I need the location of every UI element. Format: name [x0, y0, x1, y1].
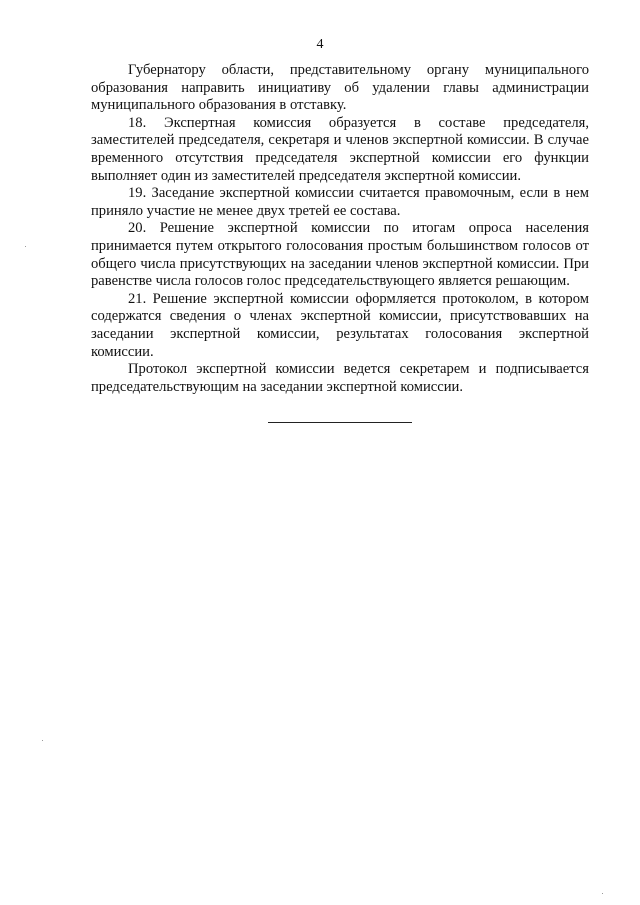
paragraph-item-21: 21. Решение экспертной комиссии оформляется протоколом, в котором содержатся сведения о членах экспертной комиссии, присутствовавших на заседании экспертной комиссии, результатах голосования экспертной комиссии. [91, 290, 589, 360]
scan-speck [602, 893, 603, 894]
page-number: 4 [316, 37, 324, 52]
scan-speck [25, 246, 26, 247]
paragraph-item-20: 20. Решение экспертной комиссии по итогам опроса населения принимается путем открытого голосования простым большинством голосов от общего числа присутствующих на заседании членов экспертной комиссии. При равенстве числа голосов голос председательствующего является решающим. [91, 220, 589, 290]
paragraph-item-18: 18. Экспертная комиссия образуется в составе председателя, заместителей председателя, секретаря и членов экспертной комиссии. В случае временного отсутствия председателя экспертной комиссии его функции выполняет один из заместителей председателя экспертной комиссии. [91, 114, 589, 184]
closing-rule [268, 422, 412, 423]
scan-speck [42, 740, 43, 741]
paragraph-continuation: Губернатору области, представительному органу муниципального образования направить инициативу об удалении главы администрации муниципального образования в отставку. [91, 62, 589, 114]
paragraph-item-19: 19. Заседание экспертной комиссии считается правомочным, если в нем приняло участие не менее двух третей ее состава. [91, 185, 589, 219]
paragraph-protocol: Протокол экспертной комиссии ведется секретарем и подписывается председательствующим на заседании экспертной комиссии. [91, 361, 589, 395]
document-body [91, 62, 589, 396]
